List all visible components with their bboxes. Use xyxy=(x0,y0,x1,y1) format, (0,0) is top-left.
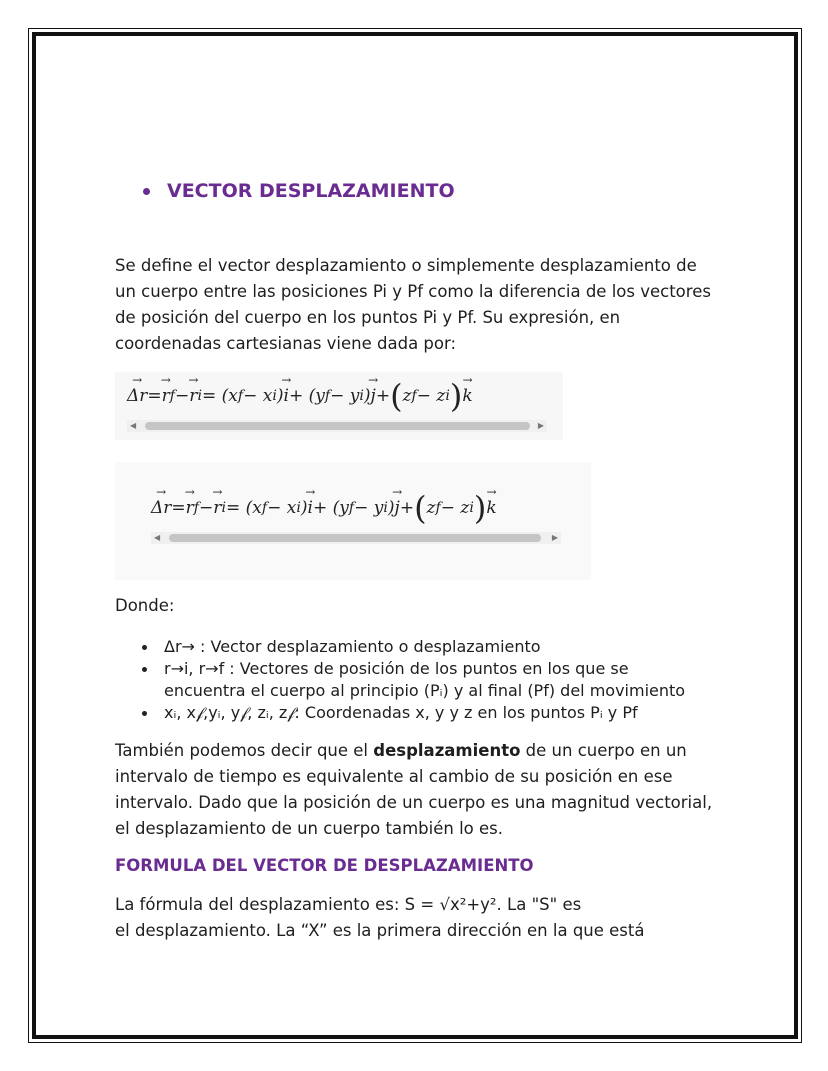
eq-sub: i xyxy=(197,388,202,404)
eq-text: + xyxy=(375,386,391,406)
eq-sub: f xyxy=(237,388,244,404)
intro-line: Se define el vector desplazamiento o simplemente desplazamiento de xyxy=(115,256,697,275)
eq-sub: i xyxy=(359,388,364,404)
eq-sub: i xyxy=(383,500,388,516)
eq-paren: ( xyxy=(414,489,427,527)
eq-delta-r: Δr → xyxy=(151,498,171,518)
eq-text: = (x xyxy=(225,498,262,518)
eq-k-vec: k → xyxy=(462,386,472,406)
definition-text: xᵢ, x𝒻,yᵢ, y𝒻, zᵢ, z𝒻: Coordenadas x, y y z en los puntos Pᵢ y Pf xyxy=(164,703,638,722)
intro-line: de posición del cuerpo en los puntos Pi y Pf. Su expresión, en xyxy=(115,308,621,327)
scroll-left-icon[interactable]: ◀ xyxy=(130,421,137,430)
eq-ri: r → xyxy=(213,498,221,518)
eq-ri: r → xyxy=(189,386,197,406)
eq-sub: i xyxy=(469,500,474,516)
scroll-right-icon[interactable]: ▶ xyxy=(551,533,558,542)
body-line: intervalo. Dado que la posición de un cuerpo es una magnitud vectorial, xyxy=(115,793,713,812)
eq-text: z xyxy=(426,498,436,518)
formula-heading: FORMULA DEL VECTOR DE DESPLAZAMIENTO xyxy=(115,856,534,875)
bullet-icon xyxy=(142,711,147,716)
formula-line: La fórmula del desplazamiento es: S = √x²+y². La "S" es xyxy=(115,895,582,914)
bullet-icon xyxy=(143,188,150,195)
equation-image-2 xyxy=(115,462,591,580)
intro-line: coordenadas cartesianas viene dada por: xyxy=(115,334,457,353)
definition-text: Δr→ : Vector desplazamiento o desplazamiento xyxy=(164,637,541,656)
eq-paren: ( xyxy=(390,377,403,415)
eq-text: ) xyxy=(276,386,284,406)
eq-rf: r → xyxy=(162,386,170,406)
eq-text: ) xyxy=(387,498,395,518)
bullet-icon xyxy=(142,667,147,672)
eq-k-vec: k → xyxy=(486,498,496,518)
eq-text: ) xyxy=(363,386,371,406)
eq-sub: i xyxy=(296,500,301,516)
scrollbar-thumb[interactable] xyxy=(169,534,541,542)
eq-sub: f xyxy=(411,388,417,404)
bullet-icon xyxy=(142,645,147,650)
eq-text: = (x xyxy=(201,386,238,406)
eq-sub: i xyxy=(272,388,277,404)
eq-text: − x xyxy=(267,498,297,518)
eq-paren: ) xyxy=(449,377,463,415)
eq-j-vec: j → xyxy=(371,386,376,406)
body-line: el desplazamiento de un cuerpo también lo es. xyxy=(115,819,504,838)
eq-paren: ) xyxy=(473,489,487,527)
eq-sub: i xyxy=(445,388,450,404)
eq-text: − xyxy=(175,386,190,406)
section-heading xyxy=(143,180,455,202)
definition-text-continued: encuentra el cuerpo al principio (Pᵢ) y al final (Pf) del movimiento xyxy=(164,681,686,700)
formula-paragraph xyxy=(115,892,725,944)
eq-sub: f xyxy=(348,500,355,516)
horizontal-scrollbar[interactable] xyxy=(151,532,561,544)
eq-sub: i xyxy=(221,500,226,516)
intro-line: un cuerpo entre las posiciones Pi y Pf como la diferencia de los vectores xyxy=(115,282,711,301)
body-bold-term: desplazamiento xyxy=(373,741,521,760)
eq-text: − x xyxy=(243,386,273,406)
eq-text: z xyxy=(402,386,412,406)
equation-image-1 xyxy=(115,372,563,440)
eq-rf: r → xyxy=(186,498,194,518)
body-line xyxy=(115,738,725,764)
eq-text: − y xyxy=(330,386,360,406)
eq-sub: f xyxy=(169,388,176,404)
eq-text: = xyxy=(171,498,186,518)
list-item xyxy=(140,658,685,702)
donde-label: Donde: xyxy=(115,596,175,615)
intro-paragraph xyxy=(115,253,725,357)
eq-j-vec: j → xyxy=(395,498,400,518)
equation-1 xyxy=(127,377,473,415)
eq-text: = xyxy=(147,386,162,406)
scroll-right-icon[interactable]: ▶ xyxy=(537,421,544,430)
eq-text: + (y xyxy=(288,386,325,406)
body-line: intervalo de tiempo es equivalente al cambio de su posición en ese xyxy=(115,767,673,786)
body-paragraph xyxy=(115,738,725,842)
horizontal-scrollbar[interactable] xyxy=(127,420,547,432)
eq-text: − y xyxy=(354,498,384,518)
eq-delta-r: Δr → xyxy=(127,386,147,406)
eq-text: − z xyxy=(416,386,446,406)
eq-text: − z xyxy=(440,498,470,518)
eq-text: ) xyxy=(300,498,308,518)
eq-i-vec: i → xyxy=(284,386,289,406)
formula-line: el desplazamiento. La “X” es la primera dirección en la que está xyxy=(115,921,645,940)
eq-i-vec: i → xyxy=(308,498,313,518)
list-item xyxy=(140,702,685,724)
eq-sub: f xyxy=(193,500,200,516)
eq-text: + (y xyxy=(312,498,349,518)
eq-sub: f xyxy=(261,500,268,516)
definition-text: r→i, r→f : Vectores de posición de los puntos en los que se xyxy=(164,659,629,678)
body-text: También podemos decir que el xyxy=(115,741,374,760)
eq-sub: f xyxy=(435,500,441,516)
eq-sub: f xyxy=(324,388,331,404)
eq-text: − xyxy=(199,498,214,518)
eq-text: + xyxy=(399,498,415,518)
section-heading-text: VECTOR DESPLAZAMIENTO xyxy=(167,180,455,202)
definitions-list xyxy=(140,636,685,724)
list-item xyxy=(140,636,685,658)
body-text: de un cuerpo en un xyxy=(520,741,687,760)
scrollbar-thumb[interactable] xyxy=(145,422,530,430)
equation-2 xyxy=(151,489,497,527)
scroll-left-icon[interactable]: ◀ xyxy=(154,533,161,542)
